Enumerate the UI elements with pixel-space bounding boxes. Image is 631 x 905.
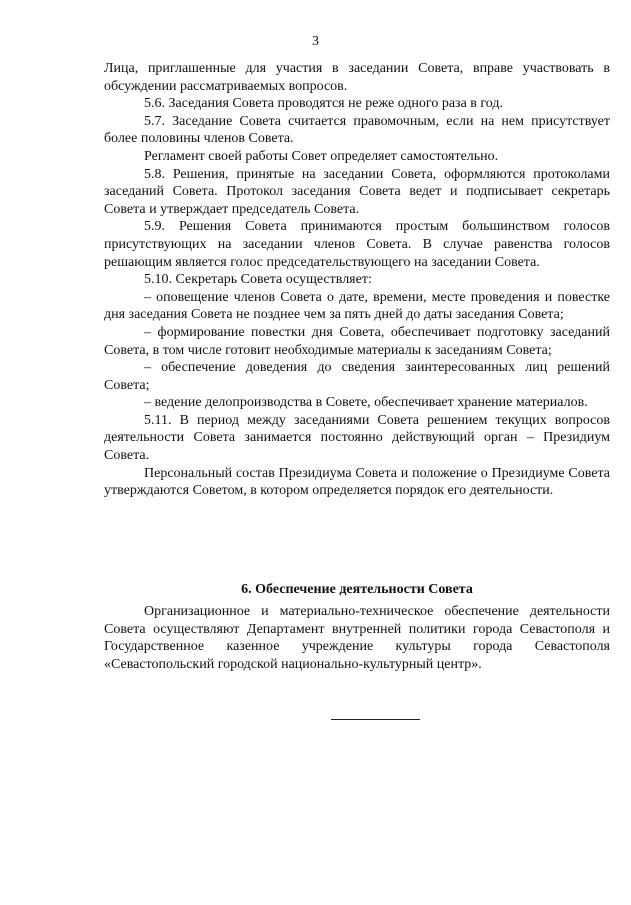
section-6-body — [104, 603, 610, 673]
section-6-heading: 6. Обеспечение деятельности Совета — [241, 582, 473, 597]
list-item-records: – ведение делопроизводства в Совете, обеспечивает хранение материалов. — [144, 395, 588, 411]
paragraph-section-6: Организационное и материально-техническое обеспечение деятельности Совета осуществляют Департамент внутренней политики города Севастополя и Государственное казенное учреждение культуры города Севастополя «Севастопольский городской национально-культурный центр». — [104, 604, 610, 672]
list-item-notification: – оповещение членов Совета о дате, времени, месте проведения и повестке дня заседания Совета не позднее чем за пять дней до даты заседания Совета; — [104, 289, 610, 323]
paragraph-5-6: 5.6. Заседания Совета проводятся не реже одного раза в год. — [144, 96, 504, 112]
paragraph-regulations: Регламент своей работы Совет определяет самостоятельно. — [144, 148, 499, 164]
paragraph-5-9: 5.9. Решения Совета принимаются простым большинством голосов присутствующих на заседании членов Совета. В случае равенства голосов решающим является голос председательствующего на заседании Совета. — [104, 219, 610, 270]
paragraph-presidium: Персональный состав Президиума Совета и положение о Президиуме Совета утверждаются Советом, в котором определяется порядок его деятельности. — [104, 465, 610, 499]
end-divider — [331, 719, 420, 720]
paragraph-5-10: 5.10. Секретарь Совета осуществляет: — [144, 272, 372, 288]
paragraph-invited-persons: Лица, приглашенные для участия в заседании Совета, вправе участвовать в обсуждении рассматриваемых вопросов. — [104, 61, 610, 94]
document-body — [104, 60, 610, 500]
paragraph-5-8: 5.8. Решения, принятые на заседании Совета, оформляются протоколами заседаний Совета. Протокол заседания Совета ведет и подписывает секретарь Совета и утверждает председатель Совета. — [104, 166, 610, 217]
paragraph-5-7: 5.7. Заседание Совета считается правомочным, если на нем присутствует более половины членов Совета. — [104, 113, 610, 147]
page-number: 3 — [312, 34, 319, 49]
paragraph-5-11: 5.11. В период между заседаниями Совета решением текущих вопросов деятельности Совета занимается постоянно действующий орган – Президиум Совета. — [104, 412, 610, 464]
list-item-decisions: – обеспечение доведения до сведения заинтересованных лиц решений Совета; — [104, 360, 610, 393]
list-item-agenda: – формирование повестки дня Совета, обеспечивает подготовку заседаний Совета, в том числе готовит необходимые материалы к заседаниям Совета; — [104, 324, 610, 358]
